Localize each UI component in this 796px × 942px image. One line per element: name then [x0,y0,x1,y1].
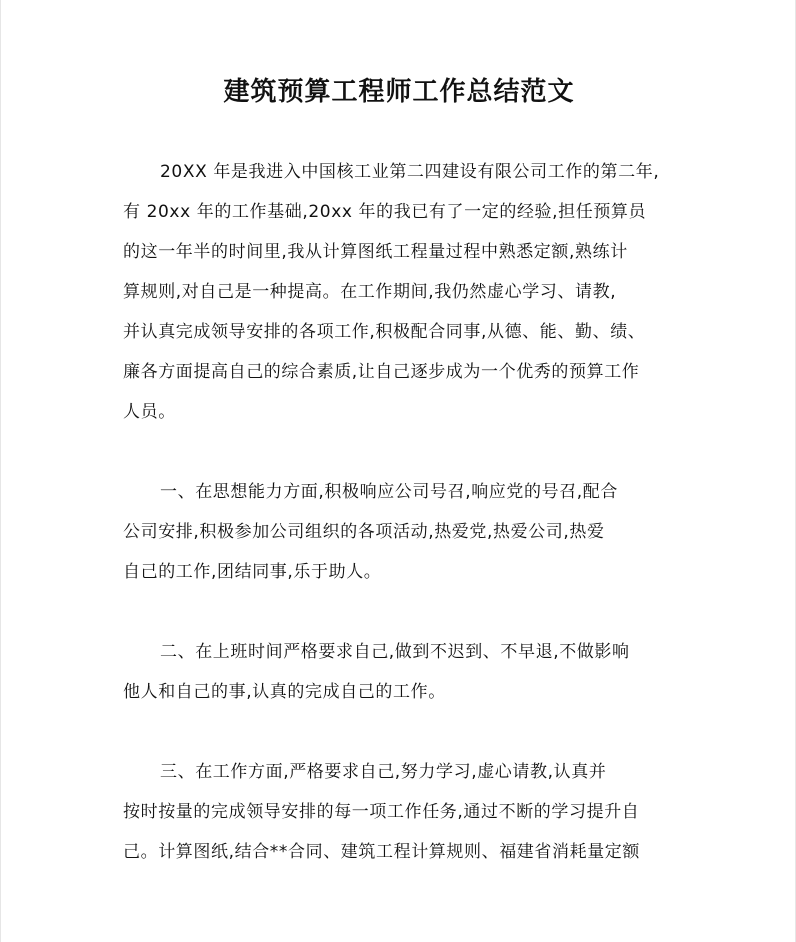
text-line: 己。计算图纸,结合**合同、建筑工程计算规则、福建省消耗量定额 [123,842,641,862]
paragraph-spacer [123,712,683,752]
text-line: 按时按量的完成领导安排的每一项工作任务,通过不断的学习提升自 [123,802,640,822]
document-body [123,152,683,872]
text-line: 并认真完成领导安排的各项工作,积极配合同事,从德、能、勤、绩、 [123,322,646,342]
text-line: 二、在上班时间严格要求自己,做到不迟到、不早退,不做影响 [160,642,630,662]
paragraph-spacer [123,432,683,472]
text-line: 20XX 年是我进入中国核工业第二四建设有限公司工作的第二年, [160,162,660,182]
document-title: 建筑预算工程师工作总结范文 [223,77,575,107]
text-line: 有 20xx 年的工作基础,20xx 年的我已有了一定的经验,担任预算员 [123,202,647,222]
text-line: 他人和自己的事,认真的完成自己的工作。 [123,682,446,702]
text-line: 一、在思想能力方面,积极响应公司号召,响应党的号召,配合 [160,482,619,502]
text-line: 公司安排,积极参加公司组织的各项活动,热爱党,热爱公司,热爱 [123,522,605,542]
text-line: 廉各方面提高自己的综合素质,让自己逐步成为一个优秀的预算工作 [123,362,640,382]
paragraph-section-2 [123,632,683,712]
text-line: 三、在工作方面,严格要求自己,努力学习,虚心请教,认真并 [160,762,607,782]
paragraph-spacer [123,592,683,632]
text-line: 算规则,对自己是一种提高。在工作期间,我仍然虚心学习、请教, [123,282,617,302]
text-line: 人员。 [123,402,176,422]
paragraph-intro [123,152,683,432]
paragraph-section-1 [123,472,683,592]
text-line: 的这一年半的时间里,我从计算图纸工程量过程中熟悉定额,熟练计 [123,242,628,262]
text-line: 自己的工作,团结同事,乐于助人。 [123,562,382,582]
paragraph-section-3 [123,752,683,872]
